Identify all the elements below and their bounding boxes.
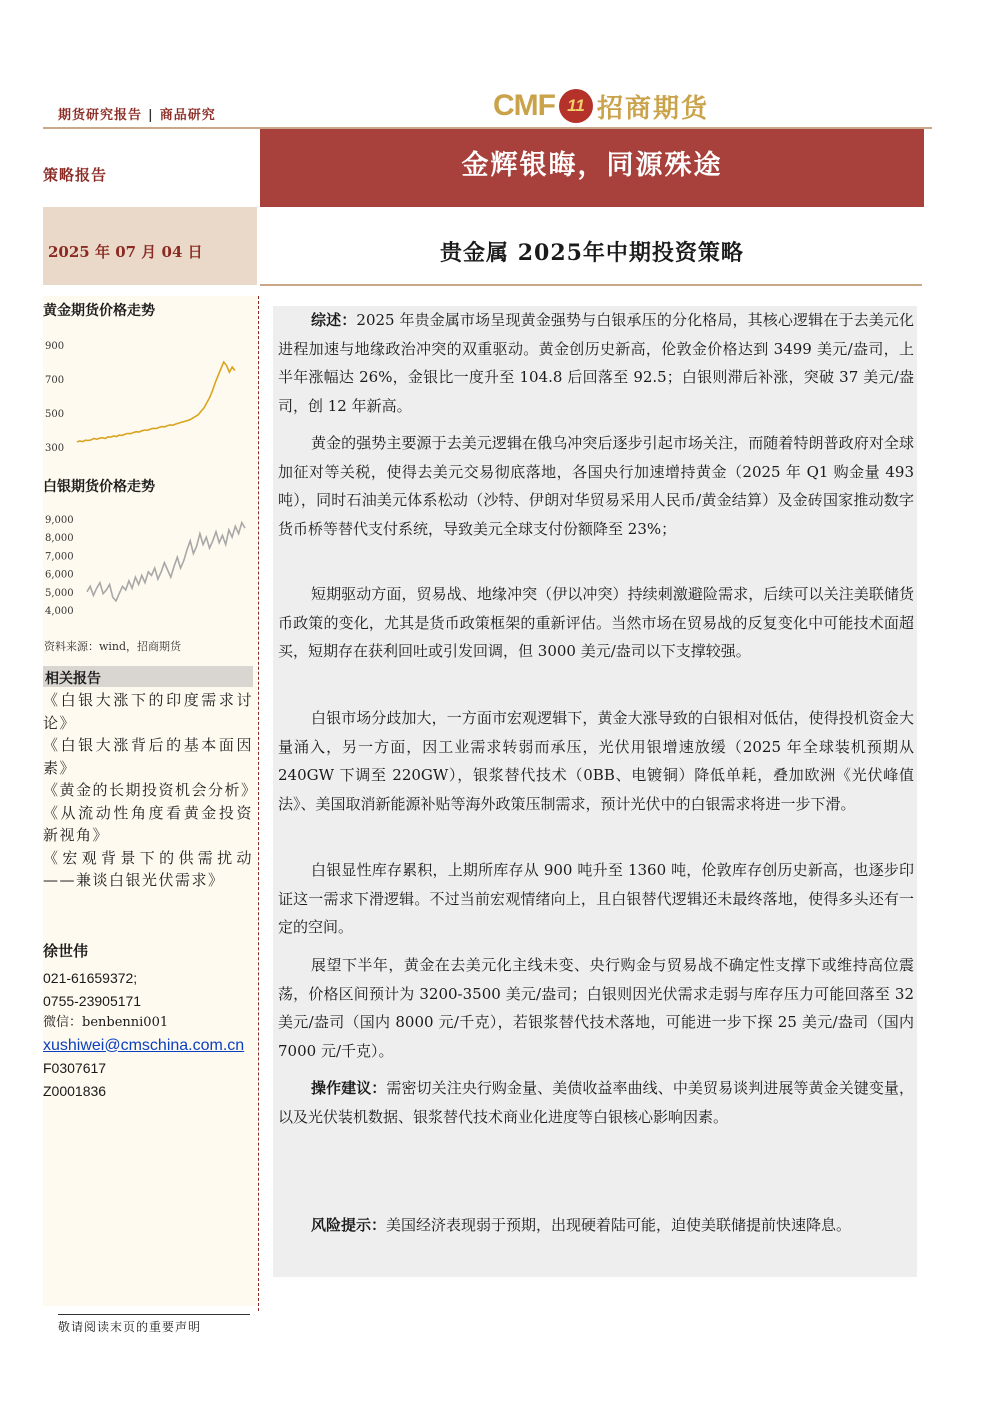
risk-paragraph [278, 1211, 914, 1240]
y-tick-label: 300 [45, 443, 65, 454]
related-report-link[interactable]: 《宏观背景下的供需扰动——兼谈白银光伏需求》 [43, 848, 253, 889]
report-category [58, 104, 216, 123]
silver-chart-svg [43, 506, 257, 620]
advice-label: 操作建议： [311, 1079, 387, 1097]
wechat-id: 微信：benbenni001 [43, 1015, 169, 1030]
related-report-link[interactable]: 《白银大涨背后的基本面因素》 [43, 736, 253, 777]
related-reports-list [43, 689, 258, 892]
author-name: 徐世伟 [43, 942, 89, 960]
y-tick-label: 4,000 [45, 606, 74, 617]
logo-latin: CMF [493, 89, 555, 122]
report-type: 策略报告 [43, 166, 108, 184]
license-2: Z0001836 [43, 1082, 107, 1099]
y-tick-label: 7,000 [45, 551, 74, 563]
silver-chart-title: 白银期货价格走势 [43, 479, 155, 495]
subtitle-rule [260, 284, 922, 286]
y-tick-label: 6,000 [45, 569, 74, 581]
footer-rule [58, 1314, 250, 1315]
related-report-link[interactable]: 《从流动性角度看黄金投资新视角》 [43, 803, 253, 844]
gold-chart-svg [43, 330, 257, 454]
y-tick-label: 900 [45, 341, 65, 352]
summary-text: 2025 年贵金属市场呈现黄金强势与白银承压的分化格局，其核心逻辑在于去美元化进程加速与地缘政治冲突的双重驱动。黄金创历史新高，伦敦金价格达到 3499 美元/盎司，上半年涨幅达 26%，金银比一度升至 104.8 后回落至 92.5；白银则滞后补涨，突破 37 美元/盎司，创 12 年新高。 [278, 311, 914, 415]
chart-source: 资料来源：wind，招商期货 [44, 640, 182, 653]
date-box [43, 207, 257, 285]
short-term-paragraph: 短期驱动方面，贸易战、地缘冲突（伊以冲突）持续刺激避险需求，后续可以关注美联储货币政策的变化，尤其是货币政策框架的重新评估。当然市场在贸易战的反复变化中可能技术面超买，短期存在获利回吐或引发回调，但 3000 美元/盎司以下支撑较强。 [278, 585, 914, 661]
risk-label: 风险提示： [311, 1216, 387, 1234]
y-tick-label: 5,000 [45, 587, 74, 599]
advice-paragraph [278, 1074, 914, 1131]
license-1: F0307617 [43, 1060, 107, 1076]
phone-2: 0755-23905171 [43, 992, 142, 1009]
related-report-link[interactable]: 《黄金的长期投资机会分析》 [43, 781, 258, 799]
author-email-link[interactable]: xushiwei@cmschina.com.cn [43, 1036, 245, 1054]
footer-disclaimer: 敬请阅读末页的重要声明 [58, 1320, 202, 1334]
report-title: 金辉银晦，同源殊途 [461, 150, 723, 181]
logo-chinese: 招商期货 [596, 93, 709, 124]
category-label: 期货研究报告 [58, 108, 143, 123]
y-tick-label: 9,000 [45, 515, 74, 526]
outlook-paragraph: 展望下半年，黄金在去美元化主线未变、央行购金与贸易战不确定性支撑下或维持高位震荡，价格区间预计为 3200-3500 美元/盎司；白银则因光伏需求走弱与库存压力可能回落至 32 美元/盎司（国内 8000 元/千克），若银浆替代技术落地，可能进一步下探 25 美元/盎司（国内 7000 元/千克）。 [278, 956, 914, 1060]
logo-badge-icon: 11 [559, 89, 593, 123]
gold-chart [43, 330, 257, 454]
gold-driver-paragraph: 黄金的强势主要源于去美元逻辑在俄乌冲突后逐步引起市场关注，而随着特朗普政府对全球加征对等关税，使得去美元交易彻底落地，各国央行加速增持黄金（2025 年 Q1 购金量 493 吨），同时石油美元体系松动（沙特、伊朗对华贸易采用人民币/黄金结算）及金砖国家推动数字货币桥等替代支付系统，导致美元全球支付份额降至 23%； [278, 434, 914, 538]
company-logo [493, 88, 709, 124]
report-subtitle: 贵金属 2025年中期投资策略 [440, 240, 744, 266]
related-reports-title: 相关报告 [45, 671, 101, 687]
category-separator: | [148, 108, 154, 123]
title-banner [260, 129, 924, 207]
price-series-line [77, 362, 235, 442]
risk-text: 美国经济表现弱于预期，出现硬着陆可能，迫使美联储提前快速降息。 [386, 1216, 852, 1234]
summary-label: 综述： [311, 311, 357, 329]
y-tick-label: 8,000 [45, 533, 74, 545]
advice-text: 需密切关注央行购金量、美债收益率曲线、中美贸易谈判进展等黄金关键变量，以及光伏装机数据、银浆替代技术商业化进度等白银核心影响因素。 [278, 1079, 914, 1126]
y-tick-label: 700 [45, 375, 65, 386]
silver-chart [43, 506, 257, 620]
price-series-line [87, 523, 245, 601]
silver-inventory-paragraph: 白银显性库存累积，上期所库存从 900 吨升至 1360 吨，伦敦库存创历史新高，也逐步印证这一需求下滑逻辑。不过当前宏观情绪向上，且白银替代逻辑还未最终落地，使得多头还有一定的空间。 [278, 861, 914, 937]
subcategory-label: 商品研究 [159, 108, 216, 123]
phone-1: 021-61659372; [43, 970, 138, 986]
related-report-link[interactable]: 《白银大涨下的印度需求讨论》 [43, 691, 253, 732]
author-contact [43, 967, 257, 1102]
report-date: 2025 年 07 月 04 日 [48, 243, 203, 261]
related-reports-header [43, 666, 253, 687]
report-body [273, 306, 917, 1277]
silver-market-paragraph: 白银市场分歧加大，一方面市宏观逻辑下，黄金大涨导致的白银相对低估，使得投机资金大量涌入，另一方面，因工业需求转弱而承压，光伏用银增速放缓（2025 年全球装机预期从 240GW 下调至 220GW），银浆替代技术（0BB、电镀铜）降低单耗，叠加欧洲《光伏峰值法》、美国取消新能源补贴等海外政策压制需求，预计光伏中的白银需求将进一步下滑。 [278, 709, 914, 813]
gold-chart-title: 黄金期货价格走势 [43, 303, 155, 319]
y-tick-label: 500 [45, 409, 65, 420]
summary-paragraph [278, 306, 914, 420]
sidebar-divider [258, 296, 259, 1311]
